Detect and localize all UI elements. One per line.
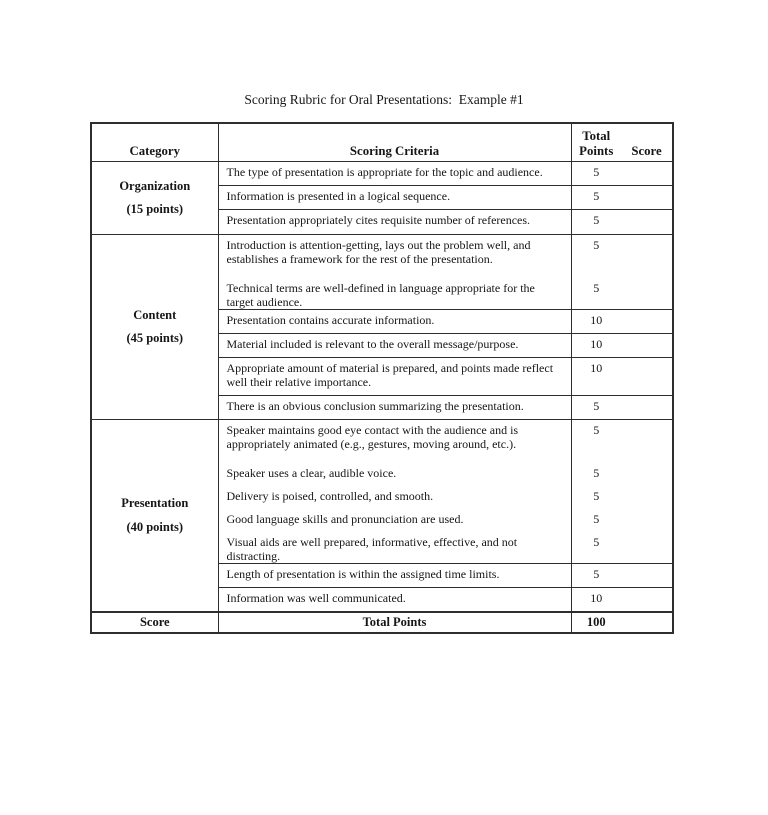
category-cell <box>91 234 218 419</box>
score-cell <box>621 588 673 613</box>
rubric-body <box>91 162 673 612</box>
category-points-label: (15 points) <box>126 202 184 217</box>
criteria-cell: Information is presented in a logical sequence. <box>218 186 571 210</box>
score-cell <box>621 309 673 333</box>
category-name: Presentation <box>121 496 189 511</box>
points-cell: 5 <box>593 534 600 549</box>
criterion-row <box>91 419 673 457</box>
category-name: Organization <box>119 178 191 193</box>
criteria-cell: Delivery is poised, controlled, and smooth. <box>218 480 571 503</box>
category-cell <box>91 162 218 234</box>
score-cell <box>621 272 673 310</box>
criteria-cell: Speaker uses a clear, audible voice. <box>218 457 571 480</box>
criteria-cell: Material included is relevant to the overall message/purpose. <box>218 333 571 357</box>
criteria-cell: Visual aids are well prepared, informative, effective, and not distracting. <box>218 526 571 564</box>
points-cell: 5 <box>571 210 621 234</box>
criteria-cell: Presentation appropriately cites requisite number of references. <box>218 210 571 234</box>
points-cell: 10 <box>571 333 621 357</box>
footer-score-cell <box>621 612 673 633</box>
score-cell <box>621 526 673 564</box>
score-cell <box>621 419 673 457</box>
criteria-cell: Presentation contains accurate information. <box>218 309 571 333</box>
points-cell: 5 <box>593 280 600 295</box>
points-cell: 5 <box>571 162 621 186</box>
points-cell: 5 <box>571 186 621 210</box>
points-cell: 5 <box>593 511 600 526</box>
score-cell <box>621 457 673 480</box>
category-name: Content <box>133 307 177 322</box>
points-cell: 5 <box>593 465 600 480</box>
category-points-label: (45 points) <box>126 331 184 346</box>
criteria-cell: Technical terms are well-defined in language appropriate for the target audience. <box>218 272 571 310</box>
points-cell: 5 <box>571 419 621 457</box>
points-cell: 10 <box>571 588 621 613</box>
points-cell: 5 <box>571 395 621 419</box>
page-title: Scoring Rubric for Oral Presentations: Example #1 <box>244 92 524 107</box>
score-cell <box>621 480 673 503</box>
points-cell: 5 <box>571 234 621 272</box>
criterion-row <box>91 234 673 272</box>
criteria-cell: There is an obvious conclusion summarizing the presentation. <box>218 395 571 419</box>
footer-score-label: Score <box>91 612 218 633</box>
criterion-row <box>91 162 673 186</box>
score-cell <box>621 357 673 395</box>
score-cell <box>621 395 673 419</box>
header-row <box>91 123 673 162</box>
column-header-category: Category <box>91 123 218 162</box>
category-cell <box>91 419 218 612</box>
rubric-table <box>90 122 674 634</box>
points-cell: 10 <box>571 309 621 333</box>
criteria-cell: Appropriate amount of material is prepared, and points made reflect well their relative importance. <box>218 357 571 395</box>
criteria-cell: The type of presentation is appropriate for the topic and audience. <box>218 162 571 186</box>
criteria-cell: Speaker maintains good eye contact with the audience and is appropriately animated (e.g., gestures, moving around, etc.). <box>218 419 571 457</box>
column-header-total-points: Total Points <box>571 123 621 162</box>
footer-total-points-value: 100 <box>571 612 621 633</box>
score-cell <box>621 503 673 526</box>
criteria-cell: Information was well communicated. <box>218 588 571 613</box>
criteria-cell: Length of presentation is within the assigned time limits. <box>218 564 571 588</box>
score-cell <box>621 186 673 210</box>
score-cell <box>621 210 673 234</box>
score-cell <box>621 162 673 186</box>
category-points-label: (40 points) <box>126 519 184 534</box>
column-header-score: Score <box>621 123 673 162</box>
score-cell <box>621 333 673 357</box>
score-cell <box>621 564 673 588</box>
score-cell <box>621 234 673 272</box>
total-row <box>91 612 673 633</box>
points-cell: 5 <box>593 488 600 503</box>
criteria-cell: Good language skills and pronunciation are used. <box>218 503 571 526</box>
column-header-scoring-criteria: Scoring Criteria <box>218 123 571 162</box>
criteria-cell: Introduction is attention-getting, lays out the problem well, and establishes a framework for the rest of the presentation. <box>218 234 571 272</box>
points-cell: 5 <box>571 564 621 588</box>
footer-total-points-label: Total Points <box>218 612 571 633</box>
points-cell: 10 <box>571 357 621 395</box>
